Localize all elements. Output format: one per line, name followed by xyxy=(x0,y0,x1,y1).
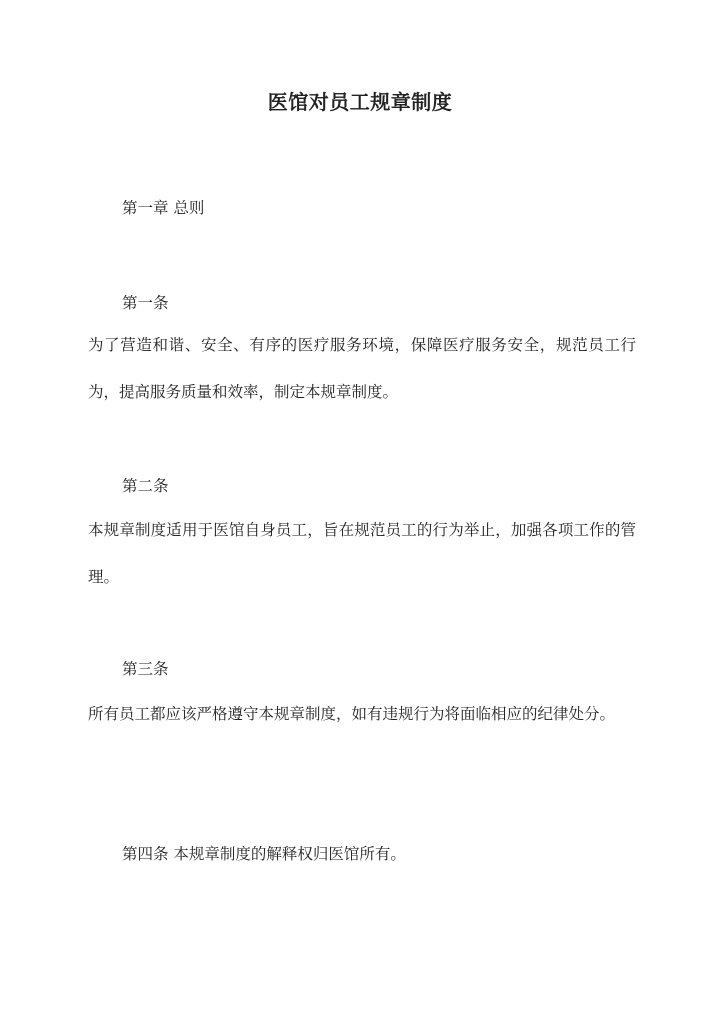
article-3-text: 所有员工都应该严格遵守本规章制度，如有违规行为将面临相应的纪律处分。 xyxy=(88,705,616,723)
article-1-label: 第一条 xyxy=(122,294,169,312)
document-title: 医馆对员工规章制度 xyxy=(267,90,453,114)
article-2-label: 第二条 xyxy=(122,477,169,495)
article-2-text: 本规章制度适用于医馆自身员工，旨在规范员工的行为举止，加强各项工作的管理。 xyxy=(88,521,636,586)
chapter-heading: 第一章 总则 xyxy=(122,199,205,217)
article-4-line: 第四条 本规章制度的解释权归医馆所有。 xyxy=(122,845,406,863)
article-1-text: 为了营造和谐、安全、有序的医疗服务环境，保障医疗服务安全，规范员工行为，提高服务质量和效率，制定本规章制度。 xyxy=(88,336,636,401)
article-3-label: 第三条 xyxy=(122,660,169,678)
